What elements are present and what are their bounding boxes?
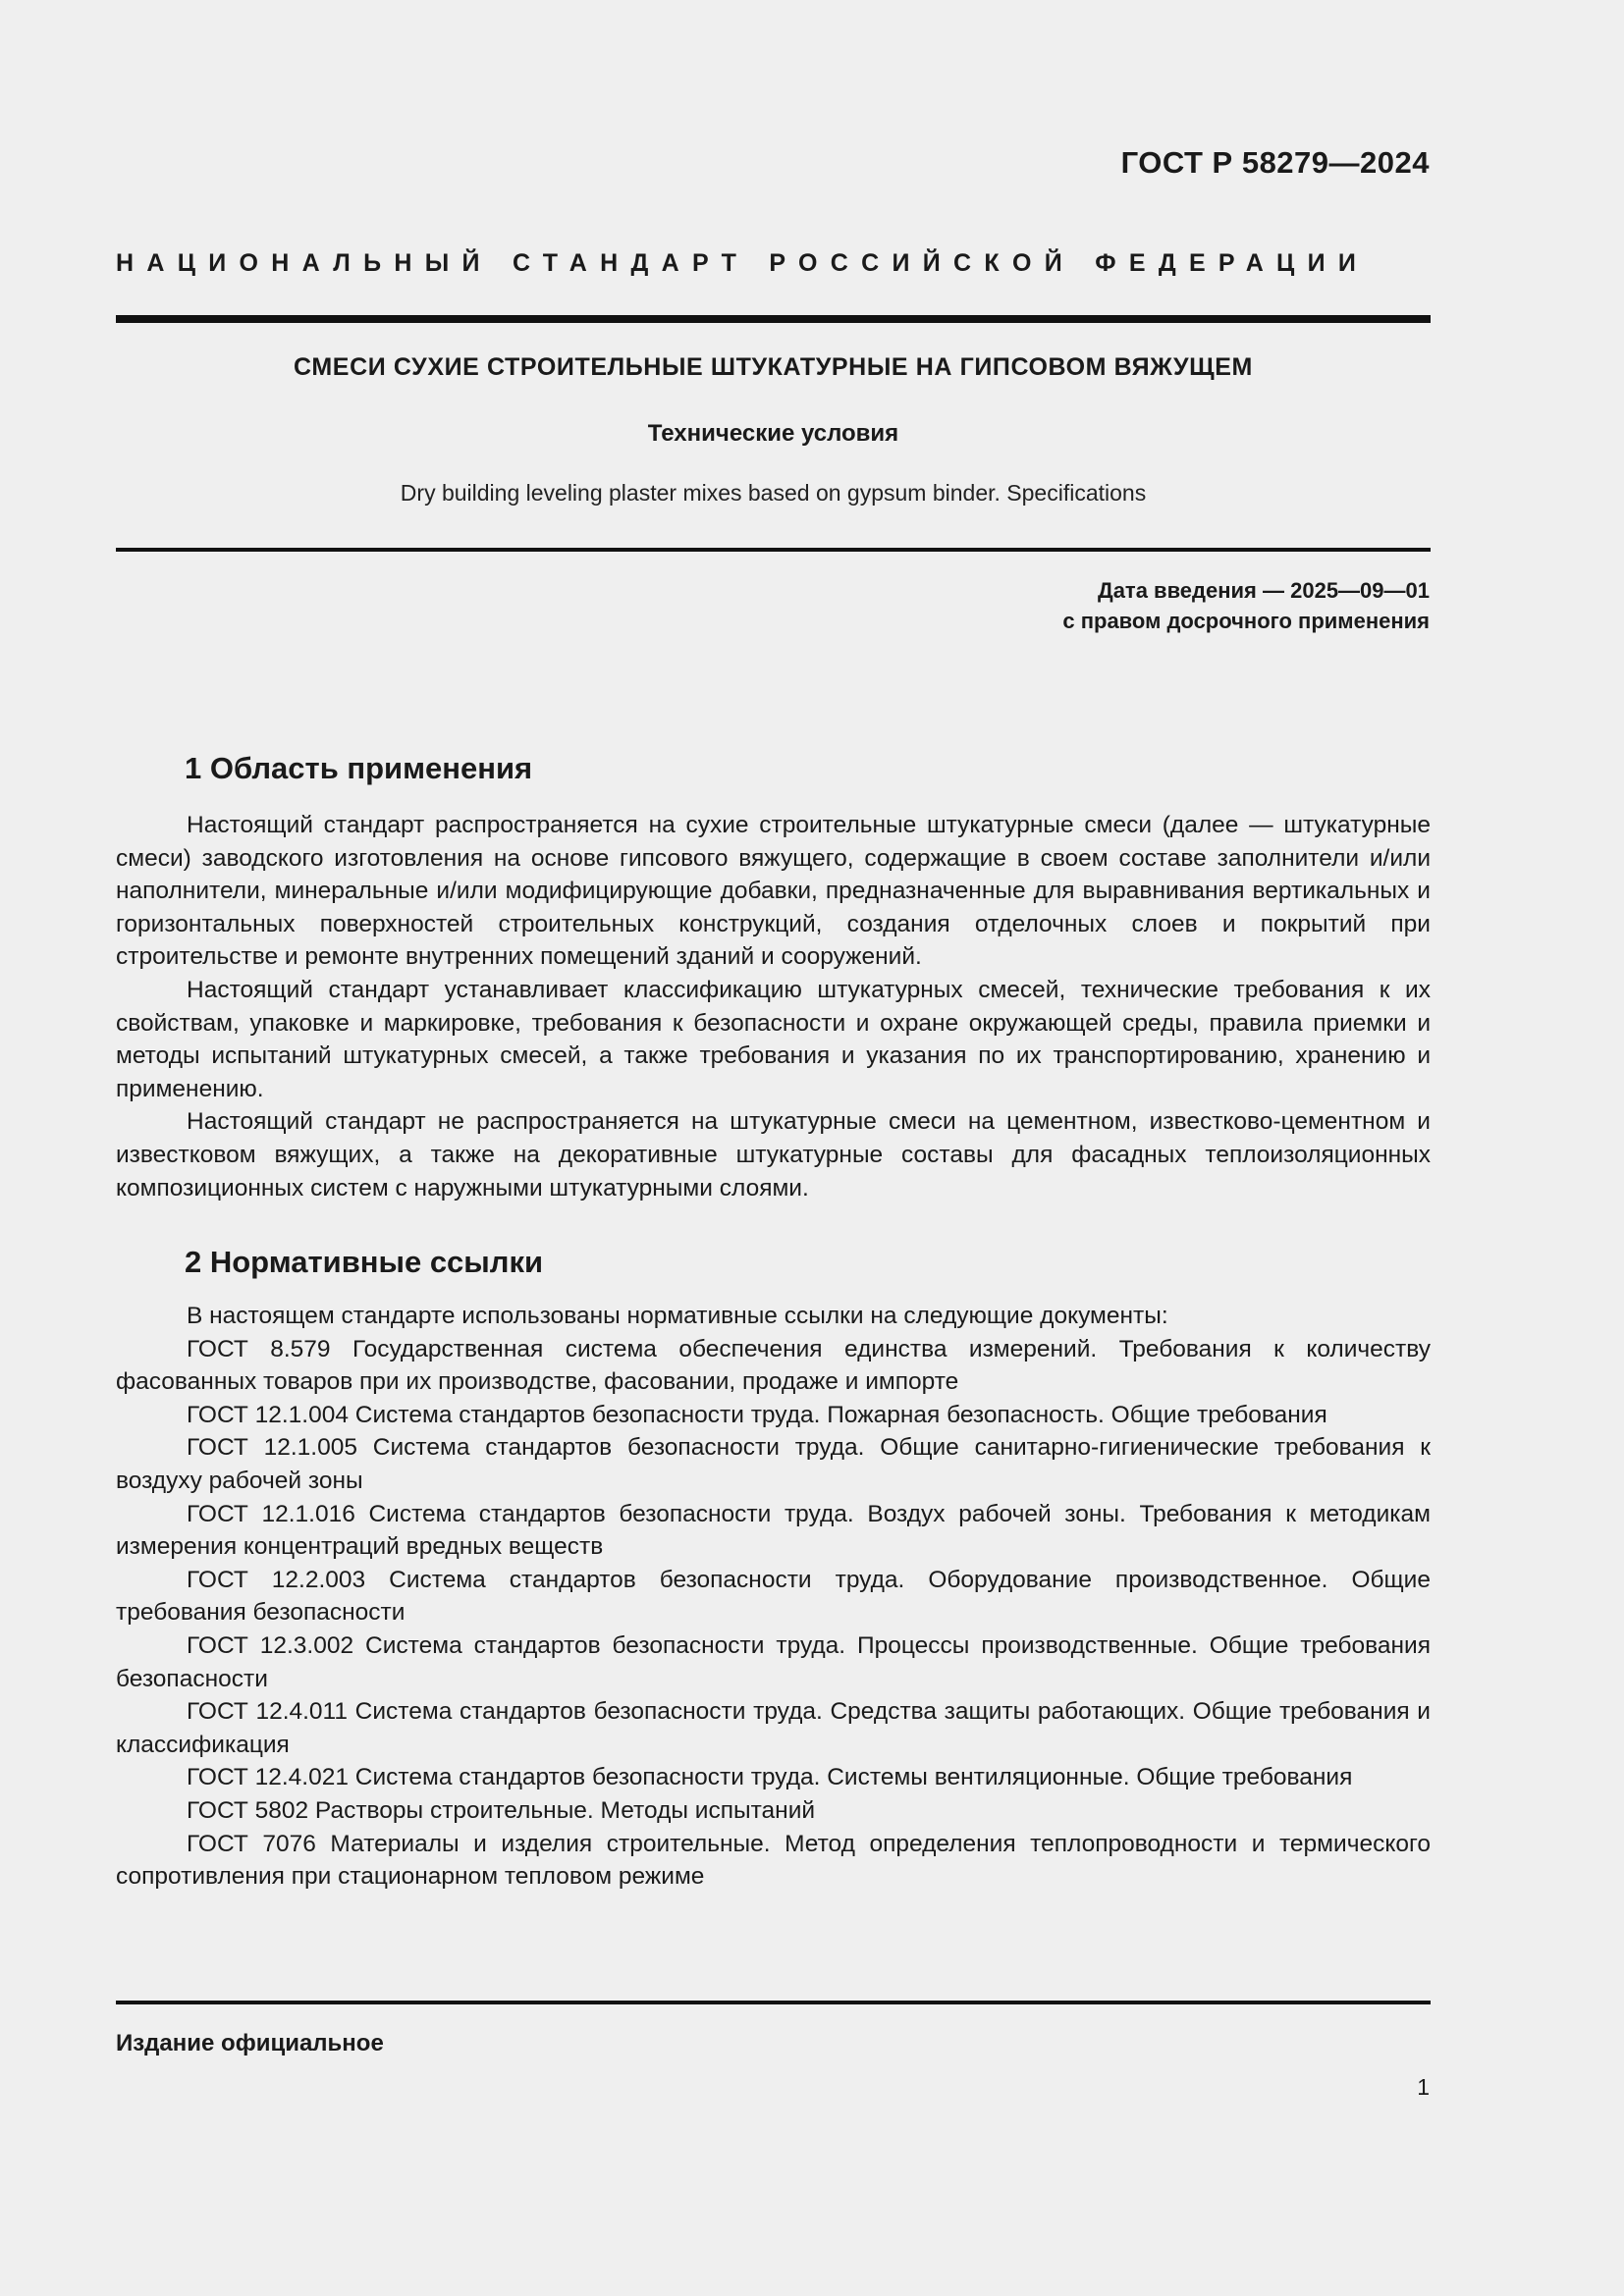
reference-item: ГОСТ 5802 Растворы строительные. Методы испытаний [187, 1796, 816, 1824]
early-application-line: с правом досрочного применения [1062, 609, 1430, 633]
reference-item: ГОСТ 8.579 Государственная система обеспечения единства измерений. Требования к количеству фасованных товаров при их производстве, фасовании, продаже и импорте [116, 1335, 1431, 1396]
national-standard-title: НАЦИОНАЛЬНЫЙ СТАНДАРТ РОССИЙСКОЙ ФЕДЕРАЦИИ [116, 249, 1370, 277]
section-scope-text [116, 809, 1431, 1204]
reference-item: ГОСТ 12.4.011 Система стандартов безопасности труда. Средства защиты работающих. Общие требования и классификация [116, 1698, 1431, 1758]
header-divider [116, 315, 1431, 323]
paragraph: В настоящем стандарте использованы нормативные ссылки на следующие документы: [187, 1303, 1168, 1329]
title-divider [116, 548, 1431, 552]
document-subtitle: Технические условия [647, 420, 899, 447]
reference-item: ГОСТ 12.1.004 Система стандартов безопасности труда. Пожарная безопасность. Общие требования [187, 1401, 1327, 1428]
section-heading-scope: 1 Область применения [185, 751, 533, 785]
introduction-date [1062, 575, 1430, 636]
reference-item: ГОСТ 12.3.002 Система стандартов безопасности труда. Процессы производственные. Общие требования безопасности [116, 1631, 1431, 1692]
reference-item: ГОСТ 12.4.021 Система стандартов безопасности труда. Системы вентиляционные. Общие требования [187, 1764, 1353, 1791]
official-edition-label: Издание официальное [116, 2030, 384, 2056]
footer-divider [116, 2001, 1431, 2004]
paragraph: Настоящий стандарт распространяется на сухие строительные штукатурные смеси (далее — штукатурные смеси) заводского изготовления на основе гипсового вяжущего, содержащие в своем составе заполнители и/или наполнители, минеральные и/или модифицирующие добавки, предназначенные для выравнивания вертикальных и горизонтальных поверхностей строительных конструкций, создания отделочных слоев и покрытий при строительстве и ремонте внутренних помещений зданий и сооружений. [116, 812, 1431, 971]
section-heading-references: 2 Нормативные ссылки [185, 1245, 544, 1279]
document-title: СМЕСИ СУХИЕ СТРОИТЕЛЬНЫЕ ШТУКАТУРНЫЕ НА ГИПСОВОМ ВЯЖУЩЕМ [294, 353, 1253, 381]
page-number: 1 [1417, 2074, 1430, 2100]
reference-item: ГОСТ 12.1.016 Система стандартов безопасности труда. Воздух рабочей зоны. Требования к методикам измерения концентраций вредных веществ [116, 1500, 1431, 1561]
document-number: ГОСТ Р 58279—2024 [1120, 145, 1430, 180]
english-title: Dry building leveling plaster mixes based on gypsum binder. Specifications [400, 480, 1147, 506]
paragraph: Настоящий стандарт устанавливает классификацию штукатурных смесей, технические требования к их свойствам, упаковке и маркировке, требования к безопасности и охране окружающей среды, правила приемки и методы испытаний штукатурных смесей, а также требования и указания по их транспортированию, хранению и применению. [116, 976, 1431, 1102]
paragraph: Настоящий стандарт не распространяется на штукатурные смеси на цементном, известково-цементном и известковом вяжущих, а также на декоративные штукатурные составы для фасадных теплоизоляционных композиционных систем с наружными штукатурными слоями. [116, 1108, 1431, 1201]
reference-item: ГОСТ 12.2.003 Система стандартов безопасности труда. Оборудование производственное. Общие требования безопасности [116, 1566, 1431, 1627]
section-references-text [116, 1300, 1431, 1894]
introduction-date-line: Дата введения — 2025—09—01 [1098, 578, 1430, 603]
reference-item: ГОСТ 12.1.005 Система стандартов безопасности труда. Общие санитарно-гигиенические требования к воздуху рабочей зоны [116, 1434, 1431, 1494]
reference-item: ГОСТ 7076 Материалы и изделия строительные. Метод определения теплопроводности и термического сопротивления при стационарном тепловом режиме [116, 1830, 1431, 1891]
